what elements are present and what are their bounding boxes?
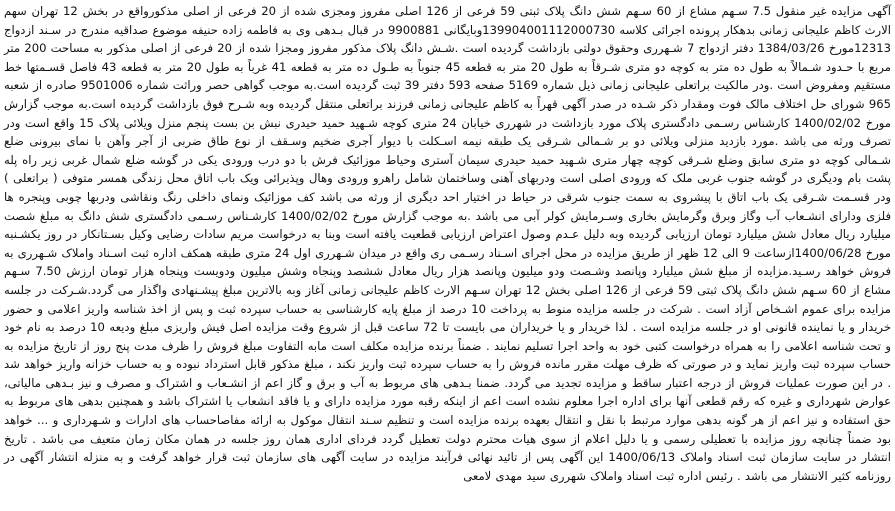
- auction-notice-text: آگهی مزایده غیر منقول 7.5 سـهم مشاع از 60 سـهم شش دانگ پلاک ثبتی 59 فرعی از 126 اصلی مفروز ومجزی شده از 20 فرعی از اصلی مذکورواقع در بخش 12 تهران سهم الارث کاظم علیجانی زمانی بدهکار پرونده اجرائی کلاسه 139904001112000730وبایگانی 9900881 در قبال بـدهی وی به فاطمه زاده حنیفه موضوع صداقیه مندرج در سـند ازدواج 12313مورخ 1384/03/26 دفتر ازدواج 7 شـهرری وحقوق دولتی بازداشت گردیده است .شـش دانگ پلاک مذکور مفروز ومجزا شده از 20 فرعی از اصلی مذکور به مساحت 200 متر مربع با حـدود شـمالاً به طول ده متر به کوچه دو متری شـرقاً به طول 20 متر به قطعه 45 جنوباً به طـول ده متر به قطعه 41 غرباً به طول 20 متر به قطعه 43 فاصل قسـمتها خط مستقیم ومفروض است .ودر مالکیت براتعلی علیجانی زمانی ذیل شماره 5169 صفحه 593 دفتر 39 ثبت گردیده است.به موجب گواهی حصر وراثت شماره 9501006 صادره از شعبه 965 شورای حل اختلاف مالک فوت ومقدار ذکر شـده در صدر آگهی قهراً به کاظم علیجانی زمانی فرزند براتعلی منتقل گردیده وبه شـرح فوق بازداشت گردیده است.به موجب گزارش مورخ 1400/02/02 کارشناس رسـمی دادگستری پلاک مورد بازداشت در شهرری خیابان 24 متری کوچه شـهید حمید حیدری نبش بن بست پنجم منزل ویلائی پلاک 15 واقع است ودر تصرف ورثه می باشد .مورد بازدید منزلی ویلائی دو بر شـمالی شـرقی یک طبقه نیمه اسـکلت با دیوار آجری ضخیم وسـقف از نوع طاق ضربی از آجر وآهن با نمای بیرونی ضلع شـمالی کوچه دو متری سابق وضلع شـرقی کوچه چهار متری شـهید حمید حیدری سیمان آستری وحیاط موزائیک فرش با دو درب ورودی یکی در گوشه ضلع شمال غربی زیر راه پله پشت بام ودیگری در گوشه جنوب غربی ملک که ورودی اصلی است ودربهای آهنی وساختمان شامل راهرو ورودی وهال وپذیرائی ویک باب اتاق محل زندگی همسر متوفی ( براتعلی ) ودر قسـمت شـرقی یک باب اتاق با پیشروی به سمت جنوب شرقی در حیاط در اختیار احد دیگری از ورثه می باشد کف موزائیک ونمای داخلی رنگ ونقاشی ودربها چوبی وپنجره ها فلزی ودارای انشـعاب آب وگاز وبرق وگرمایش بخاری وسـرمایش کولر آبی می باشد .به موجب گزارش مورخ 1400/02/02 کارشـناس رسـمی دادگستری شش دانگ به مبلغ شصت میلیارد ریال معادل شش میلیارد تومان ارزیابی گردیده وبه دلیل عـدم وصول اعتراض ارزیابی قطعیت یافته است وبنا به درخواست مریم سادات رضایی وکیل بسـتانکار در روز یکشـنبه مورخ 1400/06/28ازساعت 9 الی 12 ظهر از طریق مزایده در محل اجرای اسـناد رسـمی ری واقع در میدان شـهرری اول 24 متری طبقه همکف اداره ثبت اسـناد واملاک شـهرری به فروش خواهد رسـید.مزایده از مبلغ شش میلیارد وپانصد وشـصت ودو میلیون وپانصد هزار ریال معادل ششصد وپنجاه وشش میلیون ودویست وپنجاه هزار تومان ارزش 7.50 سـهم مشاع از 60 سـهم شش دانگ پلاک ثبتی 59 فرعی از 126 اصلی بخش 12 تهران سـهم الارث کاظم علیجانی زمانی آغاز وبه بالاترین مبلغ پیشـنهادی واگذار می گردد.شـرکت در جلسه مزایده برای عموم اشـخاص آزاد است . شرکت در جلسه مزایده منوط به پرداخت 10 درصد از مبلغ پایه کارشناسی به حساب سپرده ثبت و پس از اخذ شناسه واریز اعلامی و حضور خریدار و یا نماینده قانونی او در جلسه مزایده است . لذا خریدار و یا خریداران می بایست تا 72 ساعت قبل از شروع وقت مزایده اصل فیش واریزی مبلغ ودیعه 10 درصد به نام خود و تحت شناسه اعلامی را به همراه درخواست کتبی خود به واحد اجرا تسلیم نمایند . ضمناً برنده مزایده مکلف است مابه التفاوت مبلغ فروش را ظرف مدت پنج روز از تاریخ مزایده به حساب سپرده ثبت واریز نماید و در صورتی که ظرف مهلت مقرر مانده فروش را به حساب سپرده ثبت واریز نکند ، مبلغ مذکور قابل استرداد نبوده و به حساب خزانه واریز خواهد شد . در این صورت عملیات فروش از درجه اعتبار ساقط و مزایده تجدید می گردد. ضمنا بـدهی های مربوط به آب و برق و گاز اعم از انشـعاب و اشتراک و مصرف و نیز بـدهی مالیاتی، عوارض شهرداری و غیره که رقم قطعی آنها برای اداره اجرا معلوم نشده است اعم از اینکه رقبه مورد مزایده دارای و یا فاقد انشعاب یا اشتراک باشد و همچنین بدهی های مربوط به حق استفاده و نیز اعم از هر گونه بدهی موارد مرتبط با نقل و انتقال بعهده برنده مزایده است و تنظیم سـند انتقال موکول به ارائه مفاصاحساب های ادارات و شـهرداری و ... خواهد بود ضمناً چنانچه روز مزایده با تعطیلی رسمی و یا دلیل اعلام از سوی هیات محترم دولت تعطیل گردد فردای اداری همان روز جلسه در همان مکان زمان متعیف می باشد . تاریخ انتشار در سایت سازمان ثبت اسناد واملاک 1400/06/13 این آگهی پس از تائید نهائی فرآیند مزایده در سایت آگهی های سازمان ثبت قرار خواهد گرفت و به منزله انتشار آگهی در روزنامه کثیر الانتشار می باشد . رئیس اداره ثبت اسناد واملاک شهرری سید مهدی لامعی: [4, 4, 892, 483]
